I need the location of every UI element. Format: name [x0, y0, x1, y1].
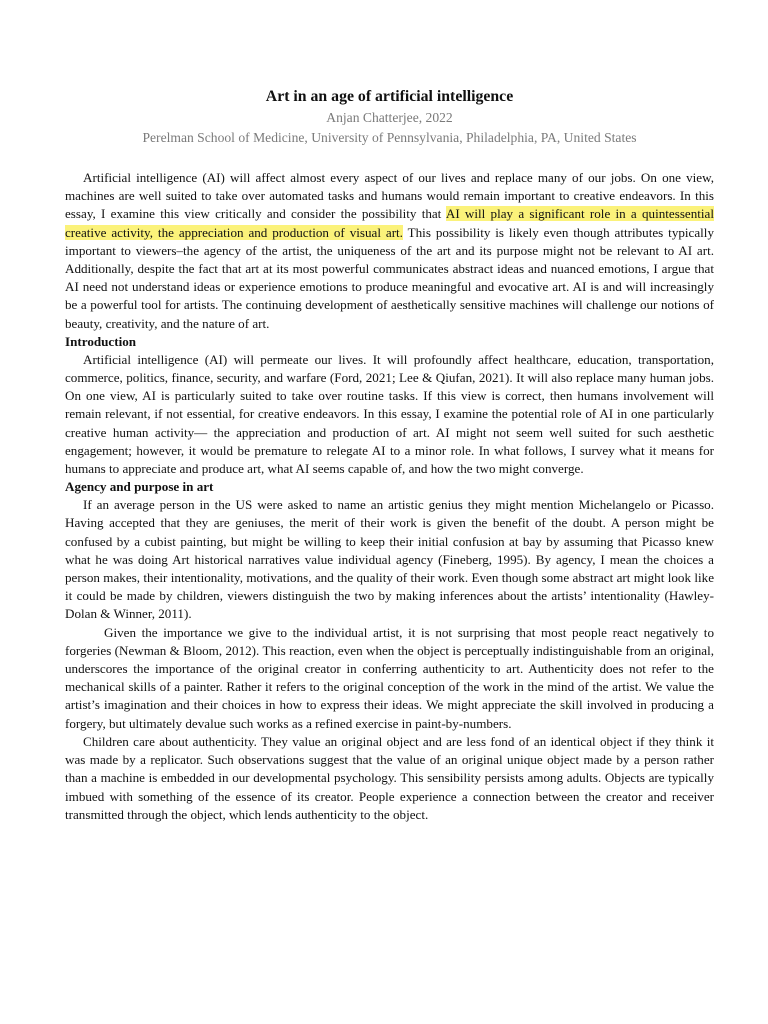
introduction-heading: Introduction: [65, 333, 137, 349]
author-line: Anjan Chatterjee, 2022: [326, 110, 453, 125]
agency-paragraph-1: If an average person in the US were asked to name an artistic genius they might mention Michelangelo or Picasso. Having accepted that they are geniuses, the merit of their work is given the benefit of the doubt. A person might be confused by a cubist painting, but might be willing to keep their initial confusion at bay by assuming that Picasso knew what he was doing Art historical narratives value individual agency (Fineberg, 1995). By agency, I mean the choices a person makes, their intentionality, motivations, and the quality of their work. Even though some abstract art might look like it could be made by children, viewers distinguish the two by making inferences about the artists’ intentionality (Hawley-Dolan & Winner, 2011).: [65, 497, 714, 622]
abstract-text-end: This possibility is likely even though attributes typically important to viewers–the agency of the artist, the uniqueness of the art and its purpose might not be relevant to AI art. Additionally, despite the fact that art at its most powerful communicates abstract ideas and nuanced emotions, I argue that AI need not understand ideas or experience emotions to produce meaningful and evocative art. AI is and will increasingly be a powerful tool for artists. The continuing development of aesthetically sensitive machines will challenge our notions of beauty, creativity, and the nature of art.: [65, 224, 714, 331]
document-page: [65, 86, 714, 824]
abstract-section: [65, 169, 714, 333]
agency-paragraph-2: Given the importance we give to the individual artist, it is not surprising that most people react negatively to forgeries (Newman & Bloom, 2012). This reaction, even when the object is perceptually indistinguishable from an original, underscores the importance of the original creator in conferring authenticity to art. Authenticity does not refer to the mechanical skills of a painter. Rather it refers to the original conception of the work in the mind of the artist. We value the artist’s imagination and their choices in how to express their ideas. We might appreciate the skill involved in producing a forgery, but ultimately devalue such works as a refined exercise in paint-by-numbers.: [65, 624, 714, 731]
paper-title: Art in an age of artificial intelligence: [265, 88, 514, 105]
highlighted-passage: AI will play a significant role in a quintessential creative activity, the appreciation and production of visual art.: [65, 206, 714, 240]
agency-heading: Agency and purpose in art: [65, 479, 214, 495]
affiliation-line: Perelman School of Medicine, University of Pennsylvania, Philadelphia, PA, United States: [142, 130, 637, 145]
abstract-paragraph: [65, 169, 714, 333]
abstract-text-start: Artificial intelligence (AI) will affect almost every aspect of our lives and replace many of our jobs. On one view, machines are well suited to take over automated tasks and humans would remain important to creative endeavors. In this essay, I examine this view critically and consider the possibility that: [65, 170, 714, 222]
introduction-paragraph: Artificial intelligence (AI) will permeate our lives. It will profoundly affect healthcare, education, transportation, commerce, politics, finance, security, and warfare (Ford, 2021; Lee & Qiufan, 2021). It will also replace many human jobs. On one view, AI is particularly suited to take over routine tasks. If this view is correct, then humans involvement will remain relevant, if not essential, for creative endeavors. In this essay, I examine the potential role of AI in one particularly creative human activity— the appreciation and production of art. AI might not seem well suited for such aesthetic engagement; however, it would be premature to relegate AI to a minor role. In what follows, I survey what it means for humans to appreciate and produce art, what AI seems capable of, and how the two might converge.: [65, 351, 714, 477]
agency-paragraph-3: Children care about authenticity. They value an original object and are less fond of an identical object if they think it was made by a replicator. Such observations suggest that the value of an original unique object made by a person rather than a machine is embedded in our developmental psychology. This sensibility persists among adults. Objects are typically imbued with something of the essence of its creator. People experience a connection between the creator and receiver transmitted through the object, which lends authenticity to the object.: [65, 733, 714, 822]
